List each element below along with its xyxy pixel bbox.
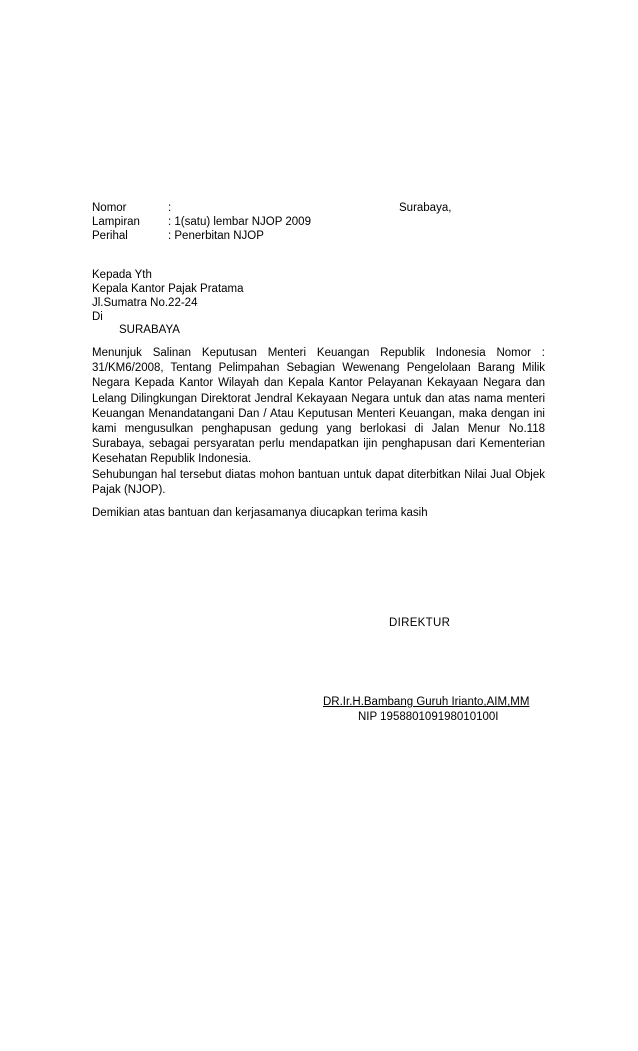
signer-name: DR.Ir.H.Bambang Guruh Irianto,AIM,MM	[323, 696, 530, 708]
perihal-value: : Penerbitan NJOP	[168, 230, 264, 242]
recipient-di: Di	[92, 311, 103, 323]
letter-body	[92, 346, 545, 498]
recipient-address: Jl.Sumatra No.22-24	[92, 297, 198, 309]
body-paragraph-request: Sehubungan hal tersebut diatas mohon bantuan untuk dapat diterbitkan Nilai Jual Objek Pajak (NJOP).	[92, 468, 545, 496]
closing-sentence: Demikian atas bantuan dan kerjasamanya diucapkan terima kasih	[92, 507, 428, 519]
recipient-greeting: Kepada Yth	[92, 269, 152, 281]
recipient-city: SURABAYA	[119, 324, 180, 336]
nomor-label: Nomor	[92, 202, 127, 214]
lampiran-value: : 1(satu) lembar NJOP 2009	[168, 216, 311, 228]
signer-nip: NIP 195880109198010100I	[358, 711, 499, 723]
perihal-label: Perihal	[92, 230, 128, 242]
city-date: Surabaya,	[399, 202, 452, 214]
nomor-value: :	[168, 202, 172, 214]
signer-title: DIREKTUR	[389, 617, 451, 629]
body-paragraph-main: Menunjuk Salinan Keputusan Menteri Keuangan Republik Indonesia Nomor : 31/KM6/2008, Tentang Pelimpahan Sebagian Wewenang Pengelolaan Barang Milik Negara Kepada Kantor Wilayah dan Kepala Kantor Pelayanan Kekayaan Negara dan Lelang Dilingkungan Direktorat Jendral Kekayaan Negara untuk dan atas nama menteri Keuangan Menandatangani Dan / Atau Keputusan Menteri Keuangan, maka dengan ini kami mengusulkan penghapusan gedung yang berlokasi di Jalan Menur No.118 Surabaya, sebagai persyaratan perlu mendapatkan ijin penghapusan dari Kementerian Kesehatan Republik Indonesia.	[92, 347, 545, 466]
lampiran-label: Lampiran	[92, 216, 140, 228]
recipient-office: Kepala Kantor Pajak Pratama	[92, 283, 244, 295]
